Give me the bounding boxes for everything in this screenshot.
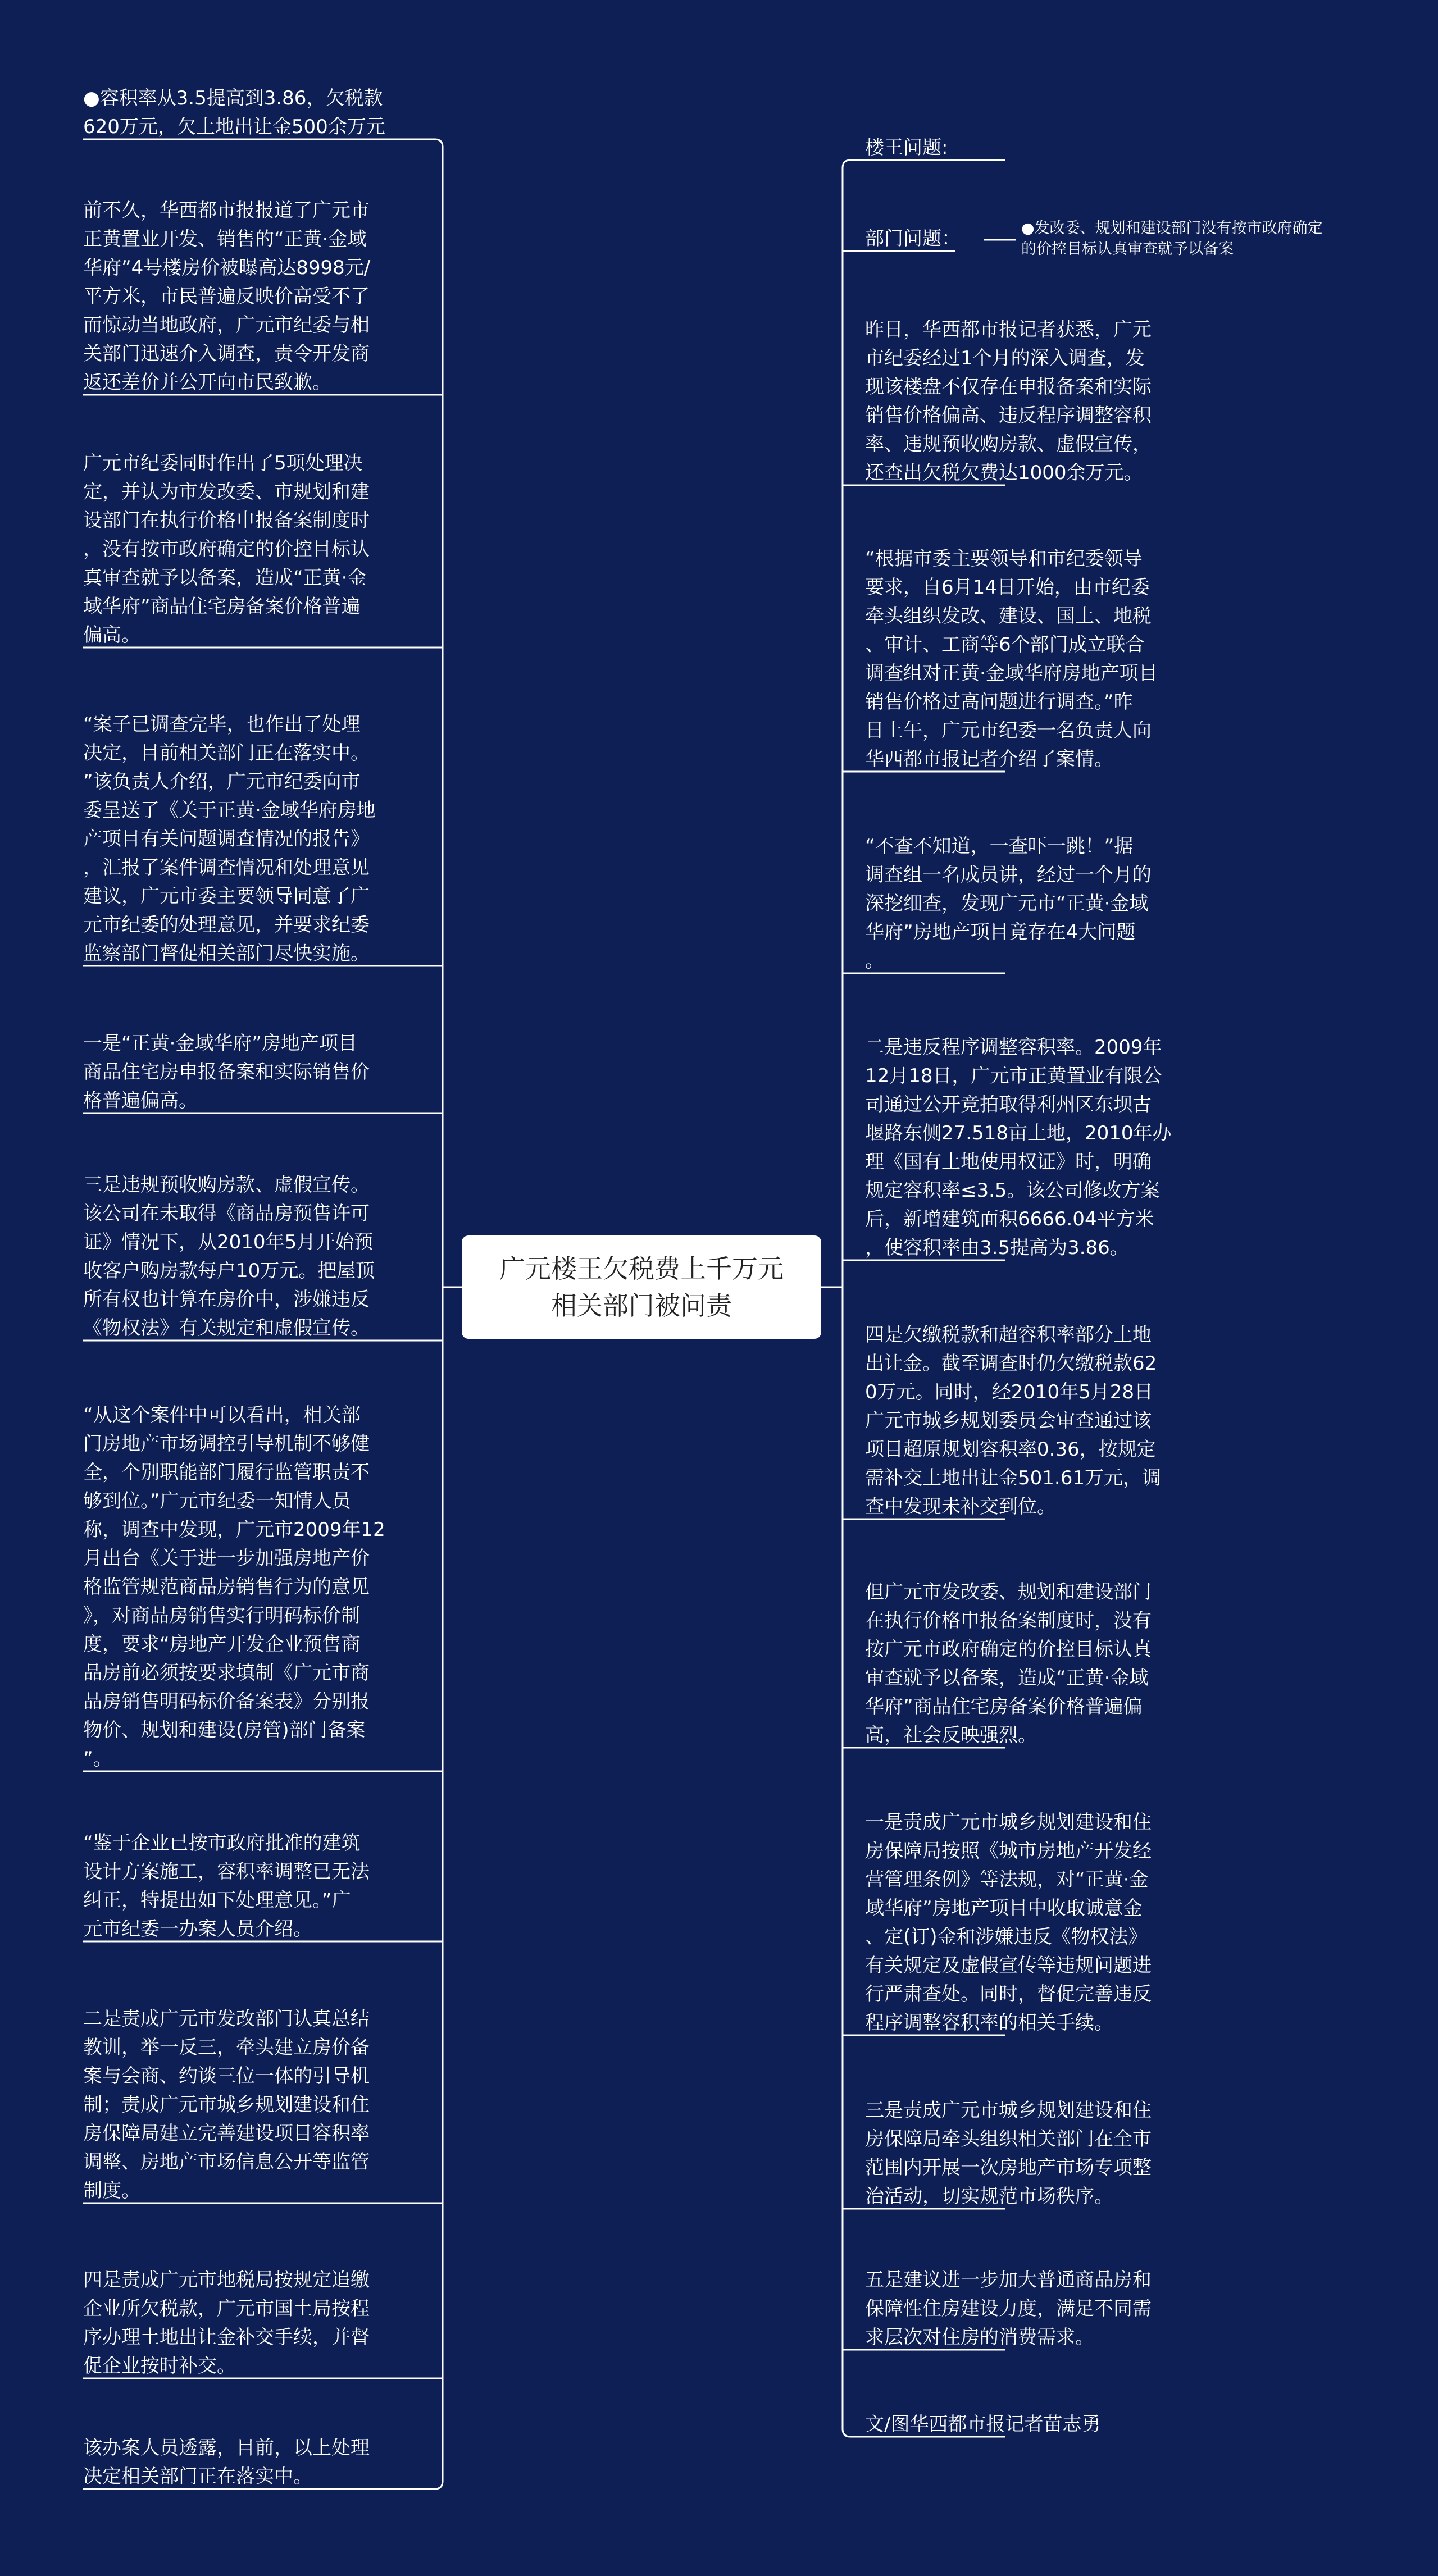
right-node[interactable]: 但广元市发改委、规划和建设部门 在执行价格申报备案制度时，没有 按广元市政府确定的价控目标认真 审查就予以备案，造成“正黄·金域 华府”商品住宅房备案价格普遍偏 高，社会反映强烈。 xyxy=(865,1581,1152,1747)
left-node[interactable]: 四是责成广元市地税局按规定追缴 企业所欠税款，广元市国土局按程 序办理土地出让金补交手续，并督 促企业按时补交。 xyxy=(83,2269,370,2377)
right-node[interactable]: “不查不知道，一查吓一跳！”据 调查组一名成员讲，经过一个月的 深挖细查，发现广元市“正黄·金域 华府”房地产项目竟存在4大问题 。 xyxy=(865,835,1152,972)
left-node[interactable]: 二是责成广元市发改部门认真总结 教训，举一反三，牵头建立房价备 案与会商、约谈三位一体的引导机 制；责成广元市城乡规划建设和住 房保障局建立完善建设项目容积率 调整、房地产市场信息公开等监管 制度。 xyxy=(83,2008,370,2202)
left-node[interactable]: “鉴于企业已按市政府批准的建筑 设计方案施工，容积率调整已无法 纠正，特提出如下处理意见。”广 元市纪委一办案人员介绍。 xyxy=(83,1832,370,1940)
left-node[interactable]: 一是“正黄·金域华府”房地产项目 商品住宅房申报备案和实际销售价 格普遍偏高。 xyxy=(83,1032,370,1112)
right-node[interactable]: 一是责成广元市城乡规划建设和住 房保障局按照《城市房地产开发经 营管理条例》等法规，对“正黄·金 域华府”房地产项目中收取诚意金 、定(订)金和涉嫌违反《物权法》 有关规定及虚假宣传等违规问题进 行严肃查处。同时，督促完善违反 程序调整容积率的相关手续。 xyxy=(865,1811,1152,2034)
right-node[interactable]: 二是违反程序调整容积率。2009年 12月18日，广元市正黄置业有限公 司通过公开竞拍取得利州区东坝古 堰路东侧27.518亩土地，2010年办 理《国有土地使用权证》时，明确 规定容积率≤3.5。该公司修改方案 后，新增建筑面积6666.04平方米 ，使容积率由3.5提高为3.86。 xyxy=(865,1036,1172,1259)
left-node[interactable]: “案子已调查完毕，也作出了处理 决定，目前相关部门正在落实中。 ”该负责人介绍，广元市纪委向市 委呈送了《关于正黄·金域华府房地 产项目有关问题调查情况的报告》 ，汇报了案件调查情况和处理意见 建议，广元市委主要领导同意了广 元市纪委的处理意见，并要求纪委 监察部门督促相关部门尽快实施。 xyxy=(83,713,376,965)
right-node[interactable]: 楼王问题: xyxy=(865,136,948,159)
right-subnode[interactable]: ●发改委、规划和建设部门没有按市政府确定 的价控目标认真审查就予以备案 xyxy=(1021,220,1323,258)
right-node[interactable]: 四是欠缴税款和超容积率部分土地 出让金。截至调查时仍欠缴税款62 0万元。同时，经2010年5月28日 广元市城乡规划委员会审查通过该 项目超原规划容积率0.36，按规定 需补交土地出让金501.61万元，调 查中发现未补交到位。 xyxy=(865,1324,1161,1518)
central-topic[interactable]: 广元楼王欠税费上千万元 相关部门被问责 xyxy=(462,1235,821,1339)
left-node[interactable]: 该办案人员透露，目前，以上处理 决定相关部门正在落实中。 xyxy=(83,2437,370,2488)
right-node[interactable]: 昨日，华西都市报记者获悉，广元 市纪委经过1个月的深入调查，发 现该楼盘不仅存在申报备案和实际 销售价格偏高、违反程序调整容积 率、违规预收购房款、虚假宣传， 还查出欠税欠费达1000余万元。 xyxy=(865,318,1152,484)
right-node[interactable]: 五是建议进一步加大普通商品房和 保障性住房建设力度，满足不同需 求层次对住房的消费需求。 xyxy=(865,2269,1152,2349)
right-node[interactable]: 部门问题： xyxy=(865,227,961,250)
left-node[interactable]: ●容积率从3.5提高到3.86，欠税款 620万元，欠土地出让金500余万元 xyxy=(83,87,385,138)
left-node[interactable]: “从这个案件中可以看出，相关部 门房地产市场调控引导机制不够健 全，个别职能部门履行监管职责不 够到位。”广元市纪委一知情人员 称，调查中发现，广元市2009年12 月出台《关于进一步加强房地产价 格监管规范商品房销售行为的意见 》，对商品房销售实行明码标价制 度，要求“房地产开发企业预售商 品房前必须按要求填制《广元市商 品房销售明码标价备案表》分别报 物价、规划和建设(房管)部门备案 ”。 xyxy=(83,1404,385,1770)
right-node[interactable]: 文/图华西都市报记者苗志勇 xyxy=(865,2413,1101,2436)
left-node[interactable]: 三是违规预收购房款、虚假宣传。 该公司在未取得《商品房预售许可 证》情况下，从2010年5月开始预 收客户购房款每户10万元。把屋顶 所有权也计算在房价中，涉嫌违反 《物权法》有关规定和虚假宣传。 xyxy=(83,1174,375,1339)
right-node[interactable]: “根据市委主要领导和市纪委领导 要求，自6月14日开始，由市纪委 牵头组织发改、建设、国土、地税 、审计、工商等6个部门成立联合 调查组对正黄·金域华府房地产项目 销售价格过高问题进行调查。”昨 日上午，广元市纪委一名负责人向 华西都市报记者介绍了案情。 xyxy=(865,548,1158,770)
left-node[interactable]: 前不久，华西都市报报道了广元市 正黄置业开发、销售的“正黄·金域 华府”4号楼房价被曝高达8998元/ 平方米，市民普遍反映价高受不了 而惊动当地政府，广元市纪委与相 关部门迅速介入调查，责令开发商 返还差价并公开向市民致歉。 xyxy=(83,199,371,394)
left-node[interactable]: 广元市纪委同时作出了5项处理决 定，并认为市发改委、市规划和建 设部门在执行价格申报备案制度时 ，没有按市政府确定的价控目标认 真审查就予以备案，造成“正黄·金 域华府”商品住宅房备案价格普遍 偏高。 xyxy=(83,452,370,646)
right-node[interactable]: 三是责成广元市城乡规划建设和住 房保障局牵头组织相关部门在全市 范围内开展一次房地产市场专项整 治活动，切实规范市场秩序。 xyxy=(865,2099,1152,2208)
